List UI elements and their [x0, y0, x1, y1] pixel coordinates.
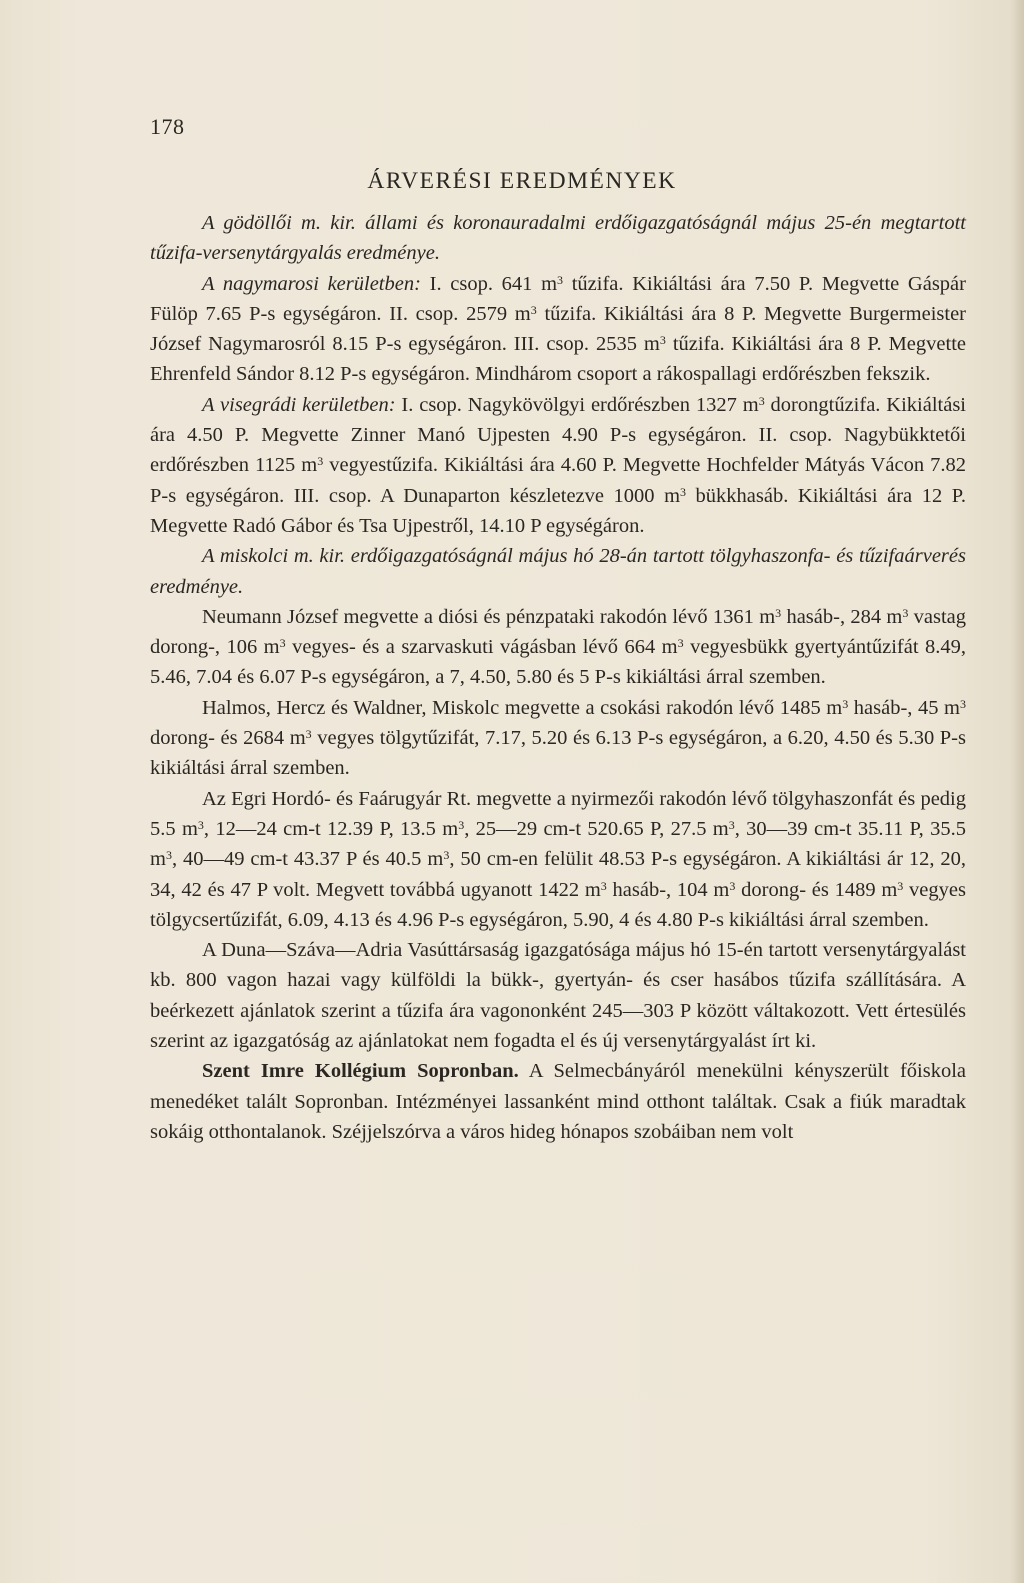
superscript: 3 [443, 848, 450, 863]
superscript: 3 [677, 636, 684, 651]
article-lead-title: Szent Imre Kollégium Sopronban. [202, 1060, 519, 1083]
superscript: 3 [279, 636, 286, 651]
text-segment: hasáb-, 284 m [781, 605, 903, 628]
text-segment: , 50 cm-en felülit 48.53 P-s egységáron. A kikiáltási ár 12, 20, 34, 42 és 47 P volt. Megvett továbbá ugyanott 1422 m [150, 848, 967, 901]
text-segment: dorongtűzifa. Kikiáltási ára 4.50 P. Megvette Zinner Manó Ujpesten 4.90 P-s egységáron. II. csop. Nagybükktetői erdőrészben 1125 m [150, 393, 967, 477]
text-segment: hasáb-, 104 m [606, 878, 730, 901]
text-segment: A Selmecbányáról menekülni kényszerült főiskola menedéket talált Sopronban. Intézményei lassanként mind otthont találtak. Csak a fiúk maradtak sokáig otthontalanok. Széjjelszórva a város hideg hónapos szobáiban nem volt [150, 1060, 966, 1143]
superscript: 3 [680, 484, 687, 499]
superscript: 3 [317, 454, 324, 469]
text-segment: , 40—49 cm-t 43.37 P és 40.5 m [171, 848, 444, 871]
superscript: 3 [305, 727, 312, 742]
superscript: 3 [659, 333, 666, 348]
section-heading: ÁRVERÉSI EREDMÉNYEK [367, 168, 677, 194]
text-segment: vegyes tölgycsertűzifát, 6.09, 4.13 és 4.96 P-s egységáron, 5.90, 4 és 4.80 P-s kikiáltási árral szemben. [150, 878, 966, 931]
text-segment: vastag dorong-, 106 m [150, 605, 966, 659]
text-segment: I. csop. Nagykövölgyi erdőrészben 1327 m [395, 393, 759, 416]
text-segment: Az Egri Hordó- és Faárugyár Rt. megvette a nyirmezői rakodón lévő tölgyhaszonfát és pedig 5.5 m [150, 787, 966, 840]
text-segment: Neumann József megvette a diósi és pénzpataki rakodón lévő 1361 m [202, 605, 776, 628]
superscript: 3 [842, 696, 849, 711]
paragraph-halmos [150, 693, 966, 784]
text-segment: , 30—39 cm-t 35.11 P, 35.5 m [150, 817, 966, 871]
text-segment: , 25—29 cm-t 520.65 P, 27.5 m [464, 817, 729, 840]
paragraph-visegrad [150, 390, 966, 541]
superscript: 3 [197, 817, 204, 832]
page-number: 178 [150, 114, 185, 139]
superscript: 3 [600, 878, 607, 893]
text-segment: Halmos, Hercz és Waldner, Miskolc megvette a csokási rakodón lévő 1485 m [202, 696, 843, 719]
page-edge-shadow [1010, 0, 1024, 1583]
text-segment: tűzifa. Kikiáltási ára 8 P. Megvette Burgermeister József Nagymarosról 8.15 P-s egységáron. III. csop. 2535 m [150, 302, 966, 356]
superscript: 3 [758, 393, 765, 408]
superscript: 3 [728, 817, 735, 832]
superscript: 3 [897, 878, 904, 893]
superscript: 3 [557, 272, 564, 287]
text-segment: vegyestűzifa. Kikiáltási ára 4.60 P. Megvette Hochfelder Mátyás Vácon 7.82 P-s egységáron. III. csop. A Dunaparton készletezve 1000 m [150, 454, 966, 507]
paragraph-szent-imre [150, 1056, 966, 1147]
paragraph-egri-hordo [150, 784, 966, 935]
superscript: 3 [775, 605, 782, 620]
text-segment: dorong- és 2684 m [150, 727, 306, 750]
superscript: 3 [165, 848, 172, 863]
paragraph-godollo-title: A gödöllői m. kir. állami és koronauradalmi erdőigazgatóságnál május 25-én megtartott tűzifa-versenytárgyalás eredménye. [150, 212, 966, 265]
text-segment: hasáb-, 45 m [848, 696, 960, 719]
paragraph-nagymaros [150, 269, 966, 390]
paragraph-neumann [150, 602, 966, 693]
superscript: 3 [902, 605, 909, 620]
text-segment: tűzifa. Kikiáltási ára 7.50 P. Megvette Gáspár Fülöp 7.65 P-s egységáron. II. csop. 2579 m [150, 272, 966, 325]
district-label: A nagymarosi kerületben: [202, 272, 421, 295]
superscript: 3 [530, 302, 537, 317]
text-segment: tűzifa. Kikiáltási ára 8 P. Megvette Ehrenfeld Sándor 8.12 P-s egységáron. Mindhárom csoport a rákospallagi erdőrészben fekszik. [150, 333, 966, 386]
text-segment: I. csop. 641 m [420, 272, 558, 295]
superscript: 3 [458, 817, 465, 832]
district-label: A visegrádi kerületben: [202, 393, 396, 416]
text-segment: vegyes- és a szarvaskuti vágásban lévő 664 m [285, 636, 678, 659]
superscript: 3 [960, 696, 966, 711]
article-body [150, 208, 966, 1147]
paragraph-miskolc-title: A miskolci m. kir. erdőigazgatóságnál május hó 28-án tartott tölgyhaszonfa- és tűzifaárverés eredménye. [150, 545, 966, 598]
text-segment: dorong- és 1489 m [735, 878, 898, 901]
text-segment: vegyesbükk gyertyántűzifát 8.49, 5.46, 7.04 és 6.07 P-s egységáron, a 7, 4.50, 5.80 és 5 P-s kikiáltási árral szemben. [150, 636, 966, 689]
text-segment: vegyes tölgytűzifát, 7.17, 5.20 és 6.13 P-s egységáron, a 6.20, 4.50 és 5.30 P-s kikiáltási árral szemben. [150, 727, 966, 780]
paragraph-duna-szava-adria: A Duna—Száva—Adria Vasúttársaság igazgatósága május hó 15-én tartott versenytárgyalást kb. 800 vagon hazai vagy külföldi la bükk-, gyertyán- és cser hasábos tűzifa szállítására. A beérkezett ajánlatok szerint a tűzifa ára vagononként 245—303 P között váltakozott. Vett értesülés szerint az igazgatóság az ajánlatokat nem fogadta el és új versenytárgyalást írt ki. [150, 939, 966, 1053]
text-segment: , 12—24 cm-t 12.39 P, 13.5 m [203, 817, 459, 840]
text-segment: bükkhasáb. Kikiáltási ára 12 P. Megvette Radó Gábor és Tsa Ujpestről, 14.10 P egységáron. [150, 484, 966, 537]
superscript: 3 [729, 878, 736, 893]
